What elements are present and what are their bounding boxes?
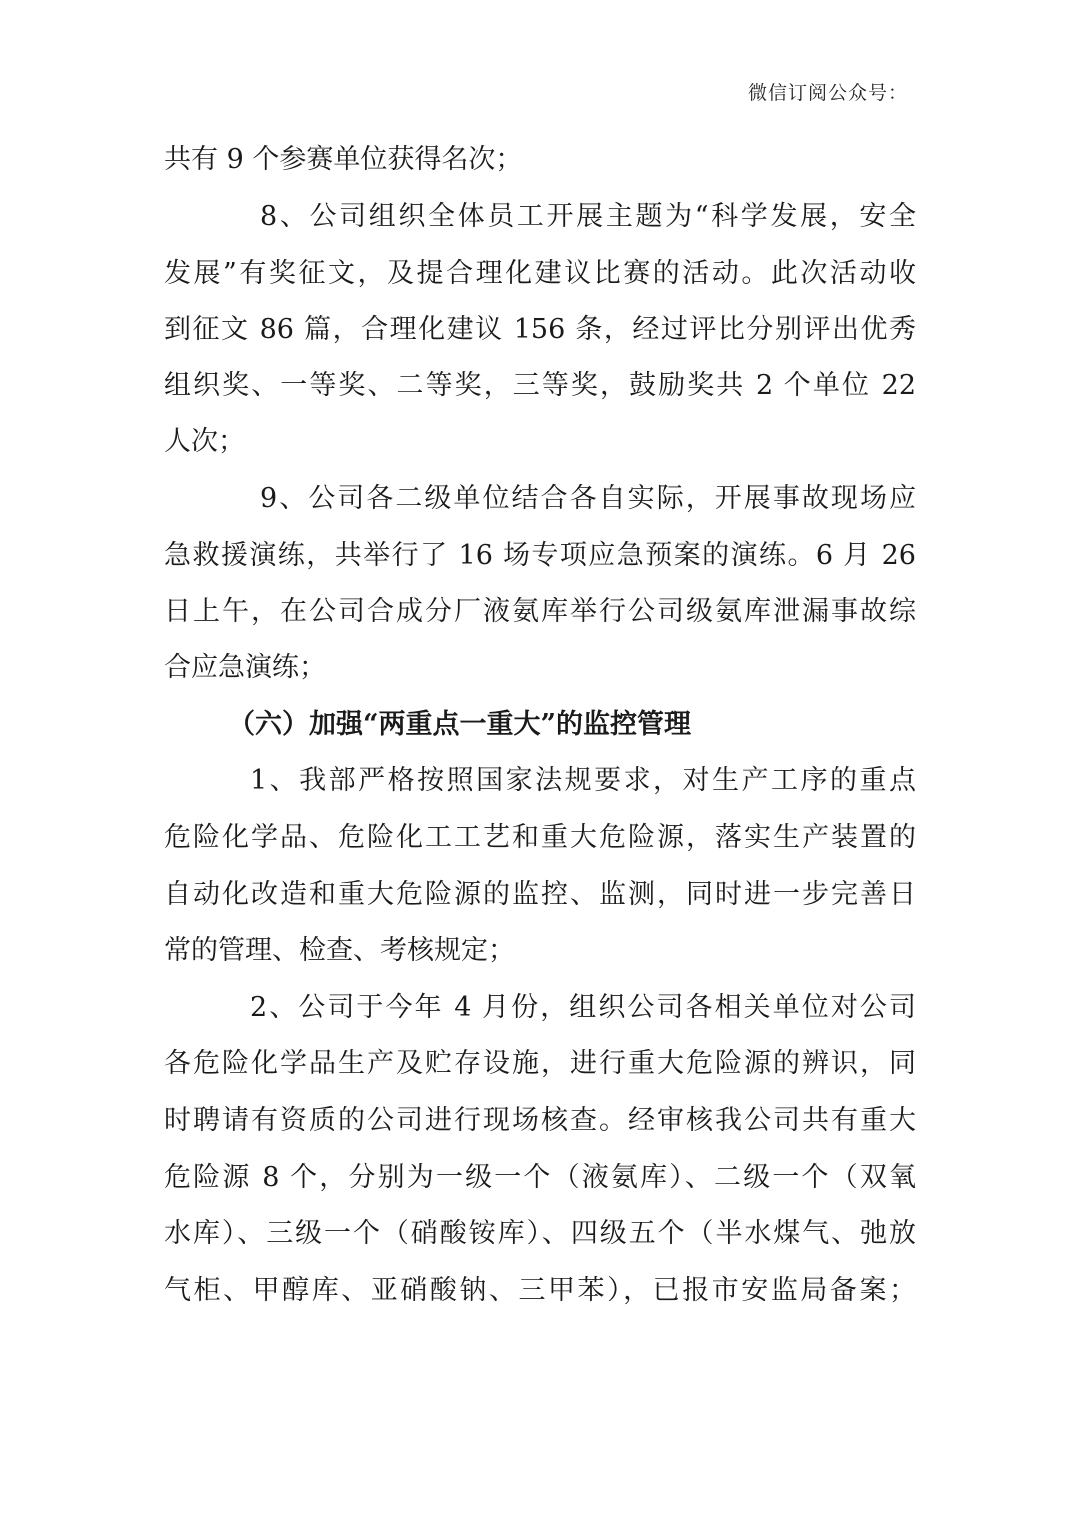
body-line: 合应急演练； bbox=[164, 652, 326, 683]
body-line: 共有 9 个参赛单位获得名次； bbox=[164, 144, 523, 175]
body-line: 危险化学品、危险化工工艺和重大危险源，落实生产装置的 bbox=[164, 822, 916, 853]
body-line: 危险源 8 个，分别为一级一个（液氨库）、二级一个（双氧 bbox=[164, 1162, 916, 1193]
body-line: 时聘请有资质的公司进行现场核查。经审核我公司共有重大 bbox=[164, 1105, 916, 1136]
body-line: 2、公司于今年 4 月份，组织公司各相关单位对公司 bbox=[250, 992, 916, 1023]
body-line: 日上午，在公司合成分厂液氨库举行公司级氨库泄漏事故综 bbox=[164, 596, 916, 627]
body-line: 气柜、甲醇库、亚硝酸钠、三甲苯），已报市安监局备案； bbox=[164, 1275, 916, 1306]
header-note: 微信订阅公众号： bbox=[747, 82, 908, 104]
body-line: 9、公司各二级单位结合各自实际，开展事故现场应 bbox=[260, 483, 916, 514]
body-line: 8、公司组织全体员工开展主题为“科学发展，安全 bbox=[260, 201, 916, 232]
body-line: 组织奖、一等奖、二等奖，三等奖，鼓励奖共 2 个单位 22 bbox=[164, 370, 916, 401]
body-line: 常的管理、检查、考核规定； bbox=[164, 935, 515, 966]
body-line: 自动化改造和重大危险源的监控、监测，同时进一步完善日 bbox=[164, 879, 916, 910]
body-line: 发展”有奖征文，及提合理化建议比赛的活动。此次活动收 bbox=[164, 258, 916, 289]
body-line: 人次； bbox=[164, 426, 245, 457]
body-line: 水库）、三级一个（硝酸铵库）、四级五个（半水煤气、弛放 bbox=[164, 1218, 916, 1249]
body-line: 各危险化学品生产及贮存设施，进行重大危险源的辨识，同 bbox=[164, 1048, 916, 1079]
section-heading: （六）加强“两重点一重大”的监控管理 bbox=[228, 709, 692, 740]
body-line: 到征文 86 篇，合理化建议 156 条，经过评比分别评出优秀 bbox=[164, 314, 916, 345]
body-line: 1、我部严格按照国家法规要求，对生产工序的重点 bbox=[250, 765, 916, 796]
body-line: 急救援演练，共举行了 16 场专项应急预案的演练。6 月 26 bbox=[164, 540, 916, 571]
